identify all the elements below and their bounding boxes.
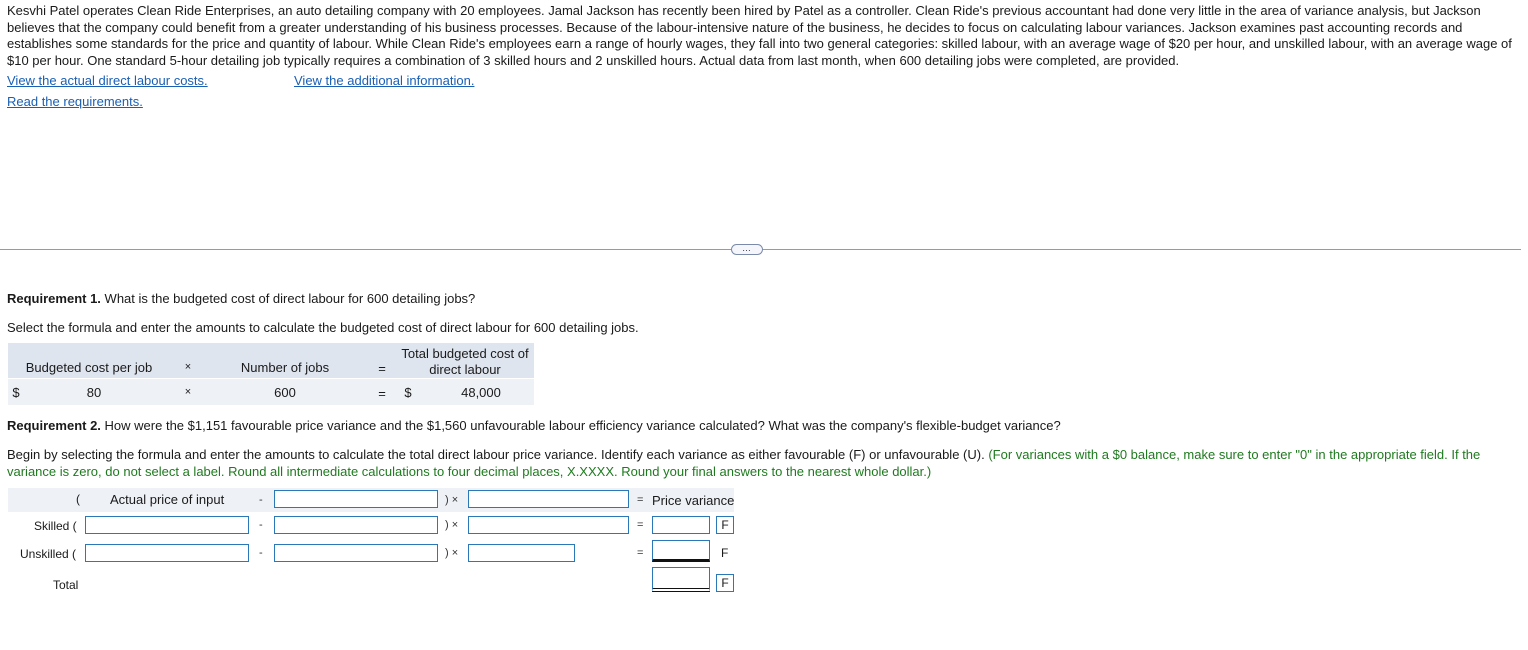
skilled-row-label: Skilled (	[34, 519, 77, 533]
header-equals-sign: =	[637, 494, 644, 506]
header-equals-sign: =	[378, 361, 386, 376]
skilled-actual-price-input[interactable]	[85, 516, 249, 534]
unskilled-price-variance-input[interactable]	[652, 540, 710, 562]
requirement-1-question: What is the budgeted cost of direct labour for 600 detailing jobs?	[104, 291, 476, 306]
requirement-2-note: (For variances with a $0 balance, make sure to enter "0" in the appropriate field. If the variance is zero, do not select a label. Round all intermediate calculations to four decimal places, X.XXXX. Round your final answers to the nearest whole dollar.)	[7, 447, 1481, 479]
skilled-budgeted-price-input[interactable]	[274, 516, 438, 534]
header-formula-select-3[interactable]	[468, 490, 629, 508]
header-minus-sign: -	[259, 494, 263, 506]
header-times-sign: ×	[184, 361, 192, 373]
requirement-2-instructions	[7, 447, 1497, 480]
requirement-2-instruction: Begin by selecting the formula and enter the amounts to calculate the total direct labour price variance. Identify each variance as either favourable (F) or unfavourable (U).	[7, 447, 985, 462]
unskilled-actual-price-input[interactable]	[85, 544, 249, 562]
total-budgeted-cost-value[interactable]: 48,000	[461, 385, 501, 400]
requirement-2-label: Requirement 2.	[7, 418, 101, 433]
minus-sign: -	[259, 547, 263, 559]
equals-sign: =	[378, 386, 386, 401]
number-of-jobs-value[interactable]: 600	[274, 385, 296, 400]
equals-sign: =	[637, 547, 644, 559]
skilled-price-variance-input[interactable]	[652, 516, 710, 534]
expand-more-button[interactable]: …	[731, 244, 763, 255]
unskilled-variance-label[interactable]: F	[721, 546, 729, 560]
header-total-budgeted-cost-line1: Total budgeted cost of	[401, 346, 529, 361]
requirement-1-heading	[7, 291, 475, 306]
header-total-budgeted-cost-line2: direct labour	[429, 362, 501, 377]
times-sign: ×	[184, 386, 192, 398]
close-times: ) ×	[445, 547, 459, 559]
budgeted-cost-table	[8, 343, 534, 405]
unskilled-actual-quantity-input[interactable]	[468, 544, 575, 562]
requirement-1-instruction: Select the formula and enter the amounts to calculate the budgeted cost of direct labour for 600 detailing jobs.	[7, 320, 639, 335]
header-formula-select-2[interactable]	[274, 490, 438, 508]
unskilled-row-label: Unskilled (	[20, 547, 77, 561]
header-price-variance: Price variance	[652, 493, 735, 508]
dollar-sign: $	[404, 385, 412, 400]
read-requirements-link[interactable]: Read the requirements.	[7, 94, 143, 109]
view-actual-costs-link[interactable]: View the actual direct labour costs.	[7, 73, 208, 88]
total-variance-label-select[interactable]: F	[716, 574, 734, 592]
problem-intro: Kesvhi Patel operates Clean Ride Enterprises, an auto detailing company with 20 employees. Jamal Jackson has recently been hired by Patel as a controller. Clean Ride's previous accountant had done very little in the area of variance analysis, but Jackson believes that the company could benefit from a greater understanding of his business processes. Because of the labour-intensive nature of the business, he decides to focus on calculating labour variances. Jackson examines past accounting records and establishes some standards for the price and quantity of labour. While Clean Ride's employees earn a range of hourly wages, they fall into two general categories: skilled labour, with an average wage of $20 per hour, and unskilled labour, with an average wage of $10 per hour. One standard 5-hour detailing job typically requires a combination of 3 skilled hours and 2 unskilled hours. Actual data from last month, when 600 detailing jobs were completed, are provided.	[7, 3, 1512, 68]
skilled-variance-label-select[interactable]: F	[716, 516, 734, 534]
skilled-actual-quantity-input[interactable]	[468, 516, 629, 534]
view-additional-info-link[interactable]: View the additional information.	[294, 73, 475, 88]
header-budgeted-cost-per-job: Budgeted cost per job	[25, 360, 153, 375]
header-close-times: ) ×	[445, 494, 459, 506]
equals-sign: =	[637, 519, 644, 531]
close-times: ) ×	[445, 519, 459, 531]
dollar-sign: $	[12, 385, 20, 400]
total-price-variance-input[interactable]	[652, 567, 710, 592]
header-open-paren: (	[76, 492, 80, 506]
requirement-1-label: Requirement 1.	[7, 291, 101, 306]
unskilled-budgeted-price-input[interactable]	[274, 544, 438, 562]
budgeted-cost-per-job-value[interactable]: 80	[86, 385, 102, 400]
requirement-2-heading	[7, 418, 1061, 433]
requirement-2-question: How were the $1,151 favourable price variance and the $1,560 unfavourable labour efficiency variance calculated? What was the company's flexible-budget variance?	[104, 418, 1061, 433]
header-number-of-jobs: Number of jobs	[240, 360, 330, 375]
header-actual-price-of-input: Actual price of input	[110, 492, 225, 507]
total-row-label: Total	[53, 578, 79, 592]
minus-sign: -	[259, 519, 263, 531]
